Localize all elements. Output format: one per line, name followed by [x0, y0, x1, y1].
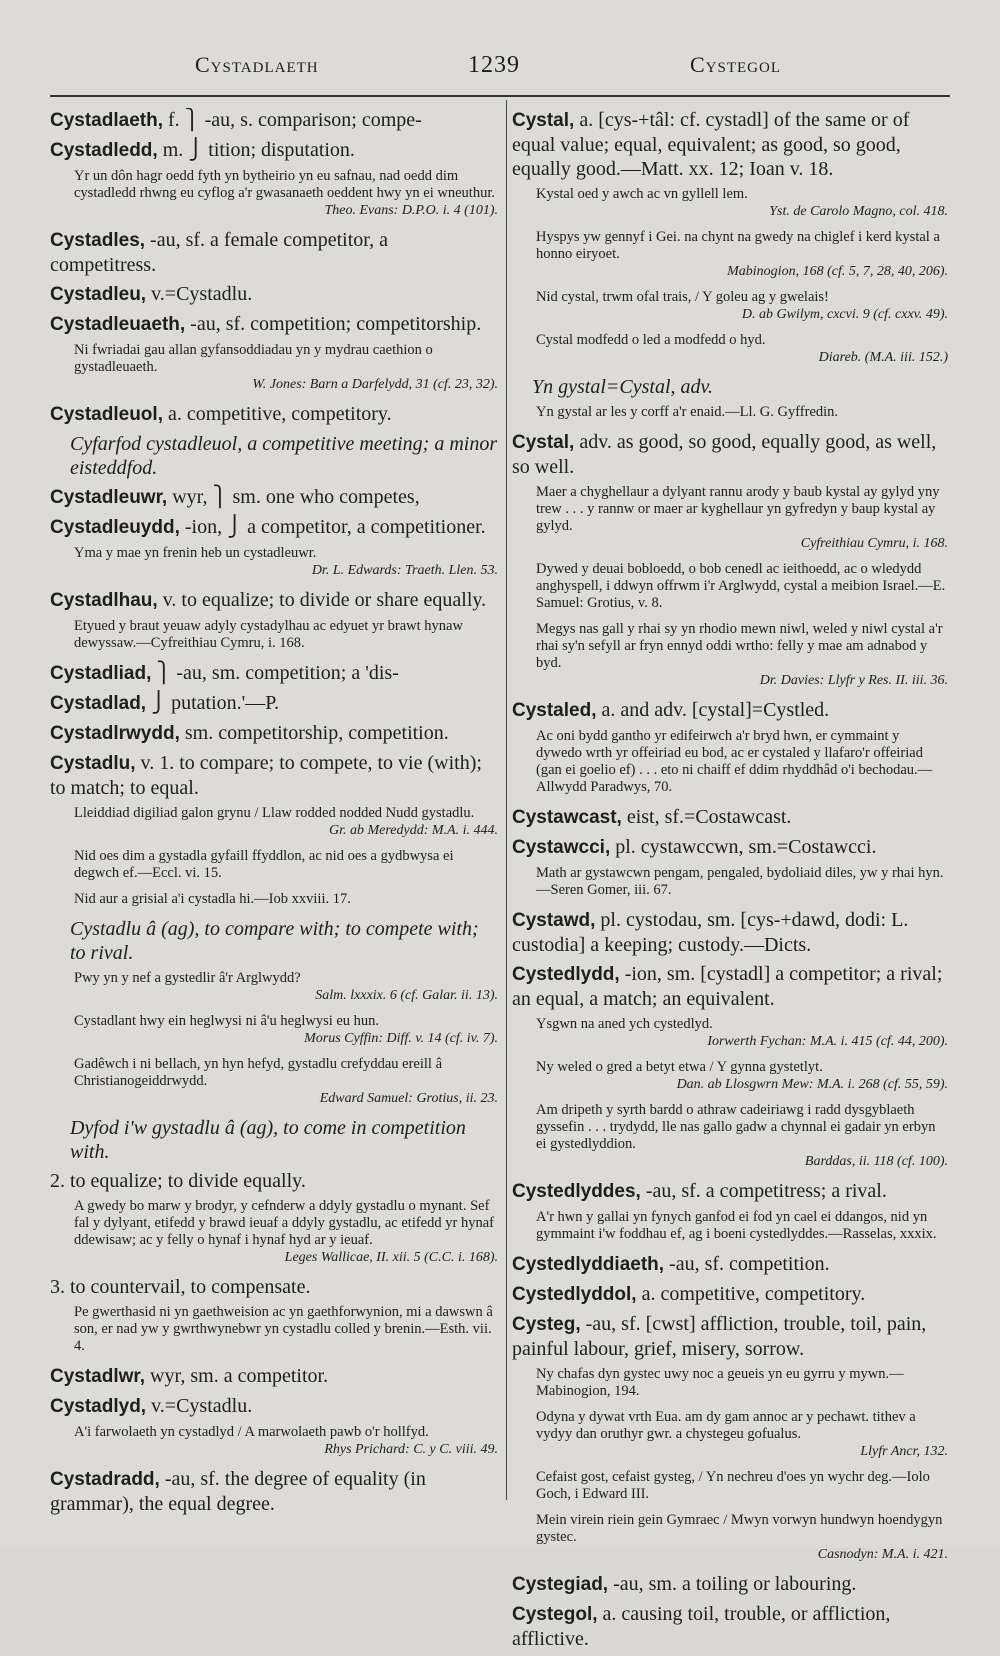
dictionary-entry	[50, 228, 498, 277]
dictionary-entry	[512, 108, 948, 181]
quote-source: Iorwerth Fychan: M.A. i. 415 (cf. 44, 200).	[707, 1034, 948, 1049]
citation-quote	[74, 970, 498, 1004]
dictionary-entry	[50, 515, 498, 540]
quote-text: Gadêwch i ni bellach, yn hyn hefyd, gystadlu crefyddau ereill â Christianogeiddrwydd.	[74, 1056, 443, 1089]
dictionary-entry	[50, 485, 498, 510]
quote-source: Salm. lxxxix. 6 (cf. Galar. ii. 13).	[315, 988, 498, 1003]
definition: a. competitive, competitory.	[162, 403, 392, 425]
sub-entry	[50, 1116, 498, 1164]
citation-quote	[74, 1304, 498, 1355]
quote-text: Etyued y braut yeuaw adyly cystadylhau ac edyuet yr brawt hynaw dewyssaw.—Cyfreithiau Cymru, i. 168.	[74, 618, 463, 651]
quote-text: Ny chafas dyn gystec uwy noc a geueis yn eu gyrru y mywn.—Mabinogion, 194.	[536, 1366, 904, 1399]
definition: v. 1. to compare; to compete, to vie (with); to match; to equal.	[50, 752, 482, 799]
definition: a. competitive, competitory.	[636, 1283, 866, 1305]
citation-quote	[536, 1016, 948, 1050]
quote-source: Casnodyn: M.A. i. 421.	[817, 1547, 948, 1562]
definition: a. [cys-+tâl: cf. cystadl] of the same or of equal value; equal, equivalent; as good, so good, equally good.—Matt. xx. 12; Ioan v. 18.	[512, 109, 910, 180]
definition: -ion, sm. [cystadl] a competitor; a rival; an equal, a match; an equivalent.	[512, 963, 943, 1010]
citation-quote	[536, 484, 948, 552]
quote-text: Ni fwriadai gau allan gyfansoddiadau yn y mydrau caethion o gystadleuaeth.	[74, 342, 433, 375]
dictionary-entry	[512, 835, 948, 860]
citation-quote	[74, 1056, 498, 1107]
quote-text: Pwy yn y nef a gystedlir â'r Arglwydd?	[74, 970, 301, 986]
quote-text: A'i farwolaeth yn cystadlyd / A marwolaeth pawb o'r hollfyd.	[74, 1424, 429, 1440]
dictionary-entry	[50, 312, 498, 337]
citation-quote	[536, 186, 948, 220]
citation-quote	[536, 404, 948, 421]
running-header	[0, 52, 1000, 84]
citation-quote	[536, 1209, 948, 1243]
dictionary-entry	[512, 430, 948, 479]
definition: 2. to equalize; to divide equally.	[50, 1170, 306, 1192]
quote-source: Theo. Evans: D.P.O. i. 4 (101).	[324, 203, 498, 218]
headword: Cystadlwr,	[50, 1366, 146, 1387]
headword: Cystadles,	[50, 230, 146, 251]
quote-source: Morus Cyffin: Diff. v. 14 (cf. iv. 7).	[304, 1031, 498, 1046]
quote-text: Yn gystal ar les y corff a'r enaid.—Ll. G. Gyffredin.	[536, 404, 839, 420]
headword: Cystegol,	[512, 1604, 598, 1625]
definition: -au, sf. [cwst] affliction, trouble, toil, pain, painful labour, grief, misery, sorrow.	[512, 1313, 927, 1360]
headword: Cystal,	[512, 110, 575, 131]
quote-source: Dr. L. Edwards: Traeth. Llen. 53.	[311, 563, 498, 578]
column-divider	[506, 100, 507, 1500]
quote-source: Rhys Prichard: C. y C. viii. 49.	[324, 1442, 498, 1457]
citation-quote	[536, 1059, 948, 1093]
definition: pl. cystodau, sm. [cys-+dawd, dodi: L. custodia] a keeping; custody.—Dicts.	[512, 909, 909, 956]
citation-quote	[536, 561, 948, 612]
quote-source: Dan. ab Llosgwrn Mew: M.A. i. 268 (cf. 55, 59).	[676, 1077, 948, 1092]
dictionary-entry	[50, 108, 498, 133]
quote-text: Odyna y dywat vrth Eua. am dy gam annoc ar y pechawt. tithev a vydyy dan oruthyr gwr. a chystegeu gofualus.	[536, 1409, 916, 1442]
definition: -ion, ⎭ a competitor, a competitioner.	[179, 516, 486, 538]
quote-text: Ysgwn na aned ych cystedlyd.	[536, 1016, 713, 1032]
headword: Cystedlyddol,	[512, 1284, 637, 1305]
headword: Cystadlad,	[50, 693, 147, 714]
definition: Dyfod i'w gystadlu â (ag), to come in competition with.	[70, 1117, 466, 1163]
quote-text: A gwedy bo marw y brodyr, y cefnderw a ddyly gystadlu o mynant. Sef fal y dylyant, etifedd y brawd ieuaf a ddyly gystadlu, ac etifedd yr hynaf ddewisaw; ac y felly o hynaf i hynaf hyd ar y ieuaf.	[74, 1198, 494, 1248]
definition: Cyfarfod cystadleuol, a competitive meeting; a minor eisteddfod.	[70, 433, 498, 479]
citation-quote	[536, 289, 948, 323]
quote-source: Cyfreithiau Cymru, i. 168.	[800, 536, 948, 551]
headword: Cystedlyddes,	[512, 1181, 641, 1202]
definition: wyr, ⎫ sm. one who competes,	[167, 486, 420, 508]
dictionary-entry	[50, 588, 498, 613]
quote-source: Diareb. (M.A. iii. 152.)	[818, 350, 948, 365]
definition: ⎫ -au, sm. competition; a 'dis-	[151, 662, 399, 684]
citation-quote	[536, 1366, 948, 1400]
dictionary-entry	[50, 691, 498, 716]
citation-quote	[74, 1198, 498, 1266]
headword: Cystadleuydd,	[50, 517, 180, 538]
citation-quote	[536, 1469, 948, 1503]
dictionary-entry	[50, 751, 498, 800]
quote-text: Cystal modfedd o led a modfedd o hyd.	[536, 332, 766, 348]
citation-quote	[536, 865, 948, 899]
definition: ⎭ putation.'—P.	[146, 692, 280, 714]
headword: Cystal,	[512, 432, 575, 453]
sub-entry	[512, 375, 948, 399]
citation-quote	[536, 728, 948, 796]
citation-quote	[74, 1013, 498, 1047]
dictionary-entry	[50, 1394, 498, 1419]
citation-quote	[74, 891, 498, 908]
definition: v.=Cystadlu.	[146, 1395, 253, 1417]
sub-entry	[50, 917, 498, 965]
quote-text: Pe gwerthasid ni yn gaethweision ac yn gaethforwynion, mi a dawswn â son, er nad yw y gwrthwynebwr yn cystadlu colled y brenin.—Esth. vii. 4.	[74, 1304, 493, 1354]
quote-source: Leges Wallicae, II. xii. 5 (C.C. i. 168).	[284, 1250, 498, 1265]
citation-quote	[74, 805, 498, 839]
definition: f. ⎫ -au, s. comparison; compe-	[162, 109, 422, 131]
dictionary-entry	[50, 1364, 498, 1389]
dictionary-entry	[512, 805, 948, 830]
definition: a. and adv. [cystal]=Cystled.	[596, 699, 830, 721]
quote-text: Nid cystal, trwm ofal trais, / Y goleu ag y gwelais!	[536, 289, 829, 305]
definition: Cystadlu â (ag), to compare with; to compete with; to rival.	[70, 918, 479, 964]
quote-text: Kystal oed y awch ac vn gyllell lem.	[536, 186, 748, 202]
quote-text: Math ar gystawcwn pengam, pengaled, bydoliaid diles, yw y rhai hyn.—Seren Gomer, iii. 67.	[536, 865, 944, 898]
citation-quote	[536, 1512, 948, 1563]
quote-text: Cefaist gost, cefaist gysteg, / Yn nechreu d'oes yn wychr deg.—Iolo Goch, i Edward III.	[536, 1469, 930, 1502]
citation-quote	[536, 1102, 948, 1170]
headword: Cystadlhau,	[50, 590, 158, 611]
dictionary-entry	[50, 1467, 498, 1516]
dictionary-entry	[512, 1602, 948, 1651]
quote-text: Nid oes dim a gystadla gyfaill ffyddlon, ac nid oes a gydbwysa ei degwch ef.—Eccl. vi. 15.	[74, 848, 454, 881]
quote-source: Edward Samuel: Grotius, ii. 23.	[319, 1091, 498, 1106]
citation-quote	[536, 621, 948, 689]
quote-text: Megys nas gall y rhai sy yn rhodio mewn niwl, weled y niwl cystal a'r rhai sy'n sefyll ar fryn ennyd oddi wrtho: felly y mae am adnabod y byd.	[536, 621, 943, 671]
dictionary-entry	[50, 402, 498, 427]
quote-source: Llyfr Ancr, 132.	[860, 1444, 948, 1459]
dictionary-entry	[50, 721, 498, 746]
headword: Cystadlyd,	[50, 1396, 147, 1417]
definition: -au, sf. the degree of equality (in grammar), the equal degree.	[50, 1468, 426, 1515]
headword: Cystadleu,	[50, 284, 147, 305]
definition: sm. competitorship, competition.	[179, 722, 449, 744]
dictionary-entry	[512, 962, 948, 1011]
quote-text: Mein virein riein gein Gymraec / Mwyn vorwyn hundwyn hoendygyn gystec.	[536, 1512, 943, 1545]
definition: -au, sf. competition; competitorship.	[185, 313, 482, 335]
header-rule	[50, 95, 950, 97]
dictionary-entry	[512, 908, 948, 957]
headword: Cysteg,	[512, 1314, 581, 1335]
citation-quote	[74, 618, 498, 652]
headword: Cystaled,	[512, 700, 597, 721]
quote-source: W. Jones: Barn a Darfelydd, 31 (cf. 23, 32).	[252, 377, 498, 392]
header-left-guide-word: Cystadlaeth	[195, 52, 319, 77]
dictionary-entry	[512, 1179, 948, 1204]
headword: Cystawcci,	[512, 837, 611, 858]
header-right-guide-word: Cystegol	[690, 52, 782, 77]
quote-text: A'r hwn y gallai yn fynych ganfod ei fod yn cael ei ddangos, nid yn gymmaint i'w foddhau ef, ag i boeni cystedlyddes.—Rasselas, xxxix.	[536, 1209, 937, 1242]
quote-text: Nid aur a grisial a'i cystadla hi.—Iob xxviii. 17.	[74, 891, 351, 907]
definition: m. ⎭ tition; disputation.	[157, 139, 355, 161]
citation-quote	[74, 1424, 498, 1458]
page-number: 1239	[468, 52, 520, 78]
definition: v. to equalize; to divide or share equally.	[157, 589, 487, 611]
headword: Cystadleuol,	[50, 404, 163, 425]
quote-text: Yr un dôn hagr oedd fyth yn bytheirio yn eu safnau, nad oedd dim cystadledd rhwng eu cyflog a'r gwasanaeth oeddent hwy yn ei wneuthur.	[74, 168, 495, 201]
dictionary-entry	[512, 1282, 948, 1307]
citation-quote	[74, 545, 498, 579]
citation-quote	[536, 229, 948, 280]
quote-text: Maer a chyghellaur a dylyant rannu arody y baub kystal ay gylyd yny trew . . . y rannw or maer ar kyghellaur yn gyfredyn y baup kystal ay gylyd.	[536, 484, 940, 534]
quote-text: Am dripeth y syrth bardd o athraw cadeiriawg i radd dysgyblaeth gyssefin . . . trydydd, lle nas gallo gadw a chynnal ei gadair yn erbyn ei gystedlyddion.	[536, 1102, 936, 1152]
definition: wyr, sm. a competitor.	[145, 1365, 329, 1387]
headword: Cystadlu,	[50, 753, 136, 774]
quote-source: Yst. de Carolo Magno, col. 418.	[769, 204, 948, 219]
headword: Cystawcast,	[512, 807, 622, 828]
quote-text: Hyspys yw gennyf i Gei. na chynt na gwedy na chiglef i kerd kystal a honno eiryoet.	[536, 229, 940, 262]
dictionary-entry	[512, 1252, 948, 1277]
headword: Cystawd,	[512, 910, 596, 931]
dictionary-entry	[50, 282, 498, 307]
citation-quote	[74, 848, 498, 882]
headword: Cystadleuwr,	[50, 487, 168, 508]
citation-quote	[74, 168, 498, 219]
dictionary-entry	[50, 1169, 498, 1193]
headword: Cystadradd,	[50, 1469, 160, 1490]
headword: Cystadliad,	[50, 663, 152, 684]
definition: -au, sf. a female competitor, a competitress.	[50, 229, 389, 276]
definition: a. causing toil, trouble, or affliction, afflictive.	[512, 1603, 891, 1650]
headword: Cystedlyddiaeth,	[512, 1254, 665, 1275]
quote-text: Cystadlant hwy ein heglwysi ni â'u heglwysi eu hun.	[74, 1013, 380, 1029]
quote-source: Gr. ab Meredydd: M.A. i. 444.	[328, 823, 498, 838]
headword: Cystadledd,	[50, 140, 158, 161]
quote-text: Yma y mae yn frenin heb un cystadleuwr.	[74, 545, 317, 561]
dictionary-entry	[50, 138, 498, 163]
dictionary-entry	[50, 661, 498, 686]
quote-text: Ny weled o gred a betyt etwa / Y gynna gystetlyt.	[536, 1059, 823, 1075]
definition: v.=Cystadlu.	[146, 283, 253, 305]
dictionary-entry	[512, 1572, 948, 1597]
headword: Cystegiad,	[512, 1574, 609, 1595]
citation-quote	[536, 332, 948, 366]
definition: 3. to countervail, to compensate.	[50, 1276, 311, 1298]
headword: Cystadleuaeth,	[50, 314, 186, 335]
definition: pl. cystawccwn, sm.=Costawcci.	[610, 836, 877, 858]
dictionary-entry	[512, 1312, 948, 1361]
definition: -au, sf. competition.	[664, 1253, 830, 1275]
sub-entry	[50, 432, 498, 480]
headword: Cystadlaeth,	[50, 110, 163, 131]
quote-source: Barddas, ii. 118 (cf. 100).	[804, 1154, 948, 1169]
definition: -au, sf. a competitress; a rival.	[640, 1180, 887, 1202]
left-column	[50, 108, 498, 1521]
quote-text: Ac oni bydd gantho yr edifeirwch a'r bryd hwn, er cymmaint y dywedo wrth yr offeiriad eu bod, ac er cystaled y llafaro'r offeiriad (gan ei goelio ef) . . . eto ni chaiff ef ddim rhyddhâd o'i bechodau.—Allwydd Paradwys, 70.	[536, 728, 933, 795]
headword: Cystadlrwydd,	[50, 723, 180, 744]
quote-source: D. ab Gwilym, cxcvi. 9 (cf. cxxv. 49).	[741, 307, 948, 322]
definition: Yn gystal=Cystal, adv.	[532, 376, 713, 398]
quote-source: Mabinogion, 168 (cf. 5, 7, 28, 40, 206).	[727, 264, 948, 279]
citation-quote	[74, 342, 498, 393]
definition: -au, sm. a toiling or labouring.	[608, 1573, 857, 1595]
dictionary-entry	[512, 698, 948, 723]
quote-text: Dywed y deuai bobloedd, o bob cenedl ac ieithoedd, ac o wledydd anghyspell, i ddwyn offrwm i'r Arglwydd, cystal a meibion Israel.—E. Samuel: Grotius, v. 8.	[536, 561, 946, 611]
definition: eist, sf.=Costawcast.	[621, 806, 792, 828]
definition: adv. as good, so good, equally good, as well, so well.	[512, 431, 937, 478]
citation-quote	[536, 1409, 948, 1460]
quote-source: Dr. Davies: Llyfr y Res. II. iii. 36.	[759, 673, 948, 688]
dictionary-entry	[50, 1275, 498, 1299]
headword: Cystedlydd,	[512, 964, 620, 985]
quote-text: Lleiddiad digiliad galon grynu / Llaw rodded nodded Nudd gystadlu.	[74, 805, 475, 821]
right-column	[512, 108, 948, 1656]
